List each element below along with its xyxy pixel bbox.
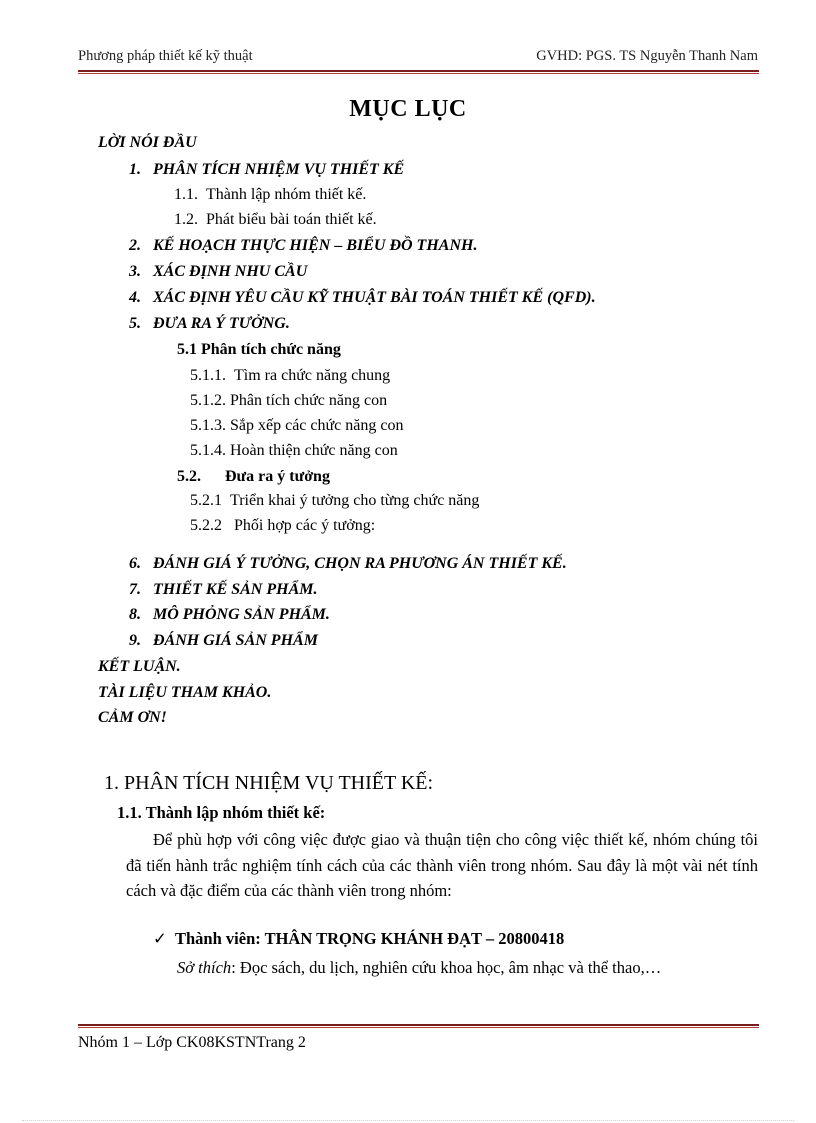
toc-item-number: 5.1.4. (190, 442, 226, 459)
toc-item-label: Thành lập nhóm thiết kế. (206, 186, 367, 203)
toc-item-number: 5.1.3. (190, 417, 226, 434)
hobby-text: : Đọc sách, du lịch, nghiên cứu khoa học, âm nhạc và thể thao,… (231, 958, 662, 977)
toc-item-label: MÔ PHỎNG SẢN PHẨM. (153, 606, 330, 623)
toc-item-number: 5.2.1 (190, 492, 222, 509)
toc-item-number: 4. (129, 289, 141, 306)
toc-item-label: PHÂN TÍCH NHIỆM VỤ THIẾT KẾ (153, 161, 405, 178)
toc-item-number: 5. (129, 315, 141, 332)
toc-item-label: KẾ HOẠCH THỰC HIỆN – BIỂU ĐỒ THANH. (153, 237, 478, 254)
toc-item-5-2-2 (190, 516, 375, 536)
toc-item-number: 2. (129, 237, 141, 254)
toc-item-1 (129, 160, 404, 180)
toc-item-5 (129, 314, 290, 334)
toc-item-4 (129, 288, 596, 308)
page-title: MỤC LỤC (349, 96, 467, 122)
page-footer: Nhóm 1 – Lớp CK08KSTNTrang 2 (78, 1034, 306, 1051)
member-name: Thành viên: THÂN TRỌNG KHÁNH ĐẠT – 20800418 (175, 929, 565, 948)
toc-item-number: 9. (129, 632, 141, 649)
toc-item-number: 1. (129, 161, 141, 178)
toc-item-label: Sắp xếp các chức năng con (230, 417, 404, 434)
toc-references: TÀI LIỆU THAM KHẢO. (98, 684, 272, 701)
toc-item-5-1-1 (190, 366, 390, 386)
member-item (153, 929, 564, 949)
toc-item-label: Tìm ra chức năng chung (234, 367, 391, 384)
toc-item-number: 6. (129, 555, 141, 572)
toc-item-label: XÁC ĐỊNH NHU CẦU (153, 263, 308, 280)
toc-thanks: CẢM ƠN! (98, 709, 167, 726)
toc-item-8 (129, 605, 330, 625)
toc-item-number: 3. (129, 263, 141, 280)
toc-item-5-2-1 (190, 491, 479, 511)
toc-item-label: ĐƯA RA Ý TƯỞNG. (153, 315, 290, 332)
toc-item-label: THIẾT KẾ SẢN PHẨM. (153, 581, 318, 598)
hobby-label: Sở thích (177, 958, 232, 977)
toc-item-label: Phối hợp các ý tưởng: (234, 517, 376, 534)
footer-rule (78, 1024, 759, 1028)
toc-item-label: ĐÁNH GIÁ SẢN PHẨM (153, 632, 318, 649)
toc-item-5-1-2 (190, 391, 387, 411)
member-hobby (177, 958, 661, 978)
toc-item-9 (129, 631, 318, 651)
toc-item-number: 1.1. (174, 186, 198, 203)
toc-item-number: 7. (129, 581, 141, 598)
toc-item-label: Phát biểu bài toán thiết kế. (206, 211, 377, 228)
toc-item-label: Phân tích chức năng con (230, 392, 388, 409)
section-heading: 1. PHÂN TÍCH NHIỆM VỤ THIẾT KẾ: (104, 772, 434, 794)
toc-item-1-2 (174, 210, 377, 230)
toc-item-7 (129, 580, 317, 600)
toc-item-6 (129, 554, 567, 574)
toc-intro: LỜI NÓI ĐẦU (98, 134, 197, 151)
header-instructor: GVHD: PGS. TS Nguyễn Thanh Nam (536, 48, 758, 64)
header-course-title: Phương pháp thiết kế kỹ thuật (78, 48, 253, 64)
subsection-heading: 1.1. Thành lập nhóm thiết kế: (117, 803, 326, 822)
toc-item-3 (129, 262, 307, 282)
header-rule (78, 70, 759, 74)
toc-item-number: 8. (129, 606, 141, 623)
toc-item-5-2 (177, 467, 330, 487)
toc-item-number: 1.2. (174, 211, 198, 228)
toc-item-1-1 (174, 185, 366, 205)
toc-conclusion: KẾT LUẬN. (98, 658, 181, 675)
toc-item-5-1: 5.1 Phân tích chức năng (177, 341, 341, 358)
toc-item-label: Hoàn thiện chức năng con (230, 442, 398, 459)
toc-item-label: ĐÁNH GIÁ Ý TƯỞNG, CHỌN RA PHƯƠNG ÁN THIẾT KẾ. (153, 555, 567, 572)
toc-item-2 (129, 236, 477, 256)
section-paragraph: Để phù hợp với công việc được giao và thuận tiện cho công việc thiết kế, nhóm chúng tôi đã tiến hành trắc nghiệm tính cách của các thành viên trong nhóm. Sau đây là một vài nét tính cách và đặc điểm của các thành viên trong nhóm: (126, 830, 758, 900)
toc-item-number: 5.1.2. (190, 392, 226, 409)
toc-item-5-1-4 (190, 441, 398, 461)
toc-item-label: XÁC ĐỊNH YÊU CẦU KỸ THUẬT BÀI TOÁN THIẾT KẾ (QFD). (153, 289, 596, 306)
page-edge-divider (22, 1120, 794, 1121)
toc-item-label: Đưa ra ý tưởng (225, 468, 330, 485)
toc-item-label: Triển khai ý tưởng cho từng chức năng (230, 492, 480, 509)
toc-item-5-1-3 (190, 416, 403, 436)
toc-item-number: 5.1.1. (190, 367, 226, 384)
checkmark-icon: ✓ (153, 929, 167, 948)
toc-item-number: 5.2.2 (190, 517, 222, 534)
toc-item-number: 5.2. (177, 468, 201, 485)
